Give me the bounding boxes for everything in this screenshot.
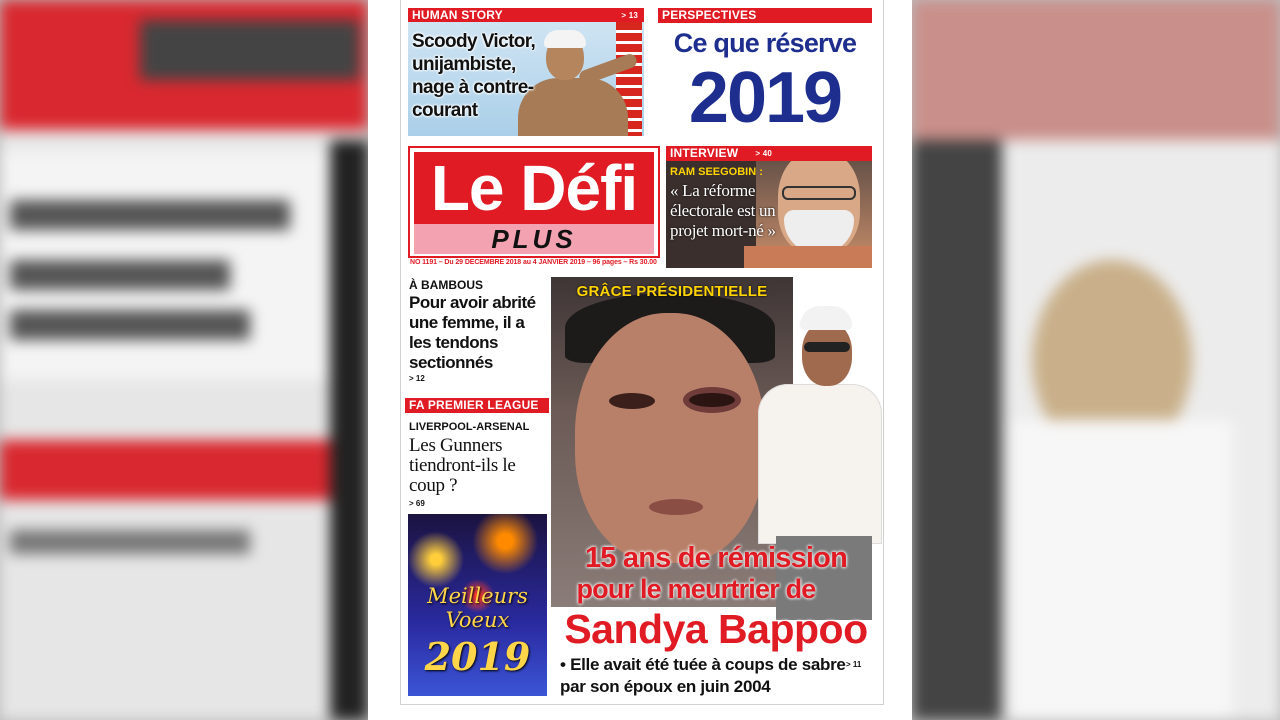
convict-face <box>802 322 852 386</box>
interview-quote[interactable]: « La réforme électorale est un projet mort-né » <box>670 181 776 240</box>
interviewee-glasses <box>782 186 856 200</box>
human-story-label-text: HUMAN STORY <box>412 8 503 22</box>
human-story-label <box>408 8 644 23</box>
blurred-backdrop-right <box>912 0 1280 720</box>
interviewee-shirt <box>744 246 872 268</box>
masthead <box>408 146 660 258</box>
premier-league-page-ref: > 69 <box>409 499 425 508</box>
new-year-wishes-text: Meilleurs Voeux <box>427 584 528 632</box>
human-story-headline[interactable]: Scoody Victor, unijambiste, nage à contre-courant <box>412 31 536 121</box>
main-story-kicker: GRÂCE PRÉSIDENTIELLE <box>576 283 768 300</box>
premier-league-kicker: LIVERPOOL-ARSENAL <box>409 421 530 433</box>
main-story-page-ref: > 11 <box>846 660 862 669</box>
victim-bruised-eye <box>689 393 735 407</box>
perspectives-label-text: PERSPECTIVES <box>662 8 757 22</box>
convict-cap <box>800 306 852 330</box>
bambous-kicker: À BAMBOUS <box>409 278 483 292</box>
main-headline-line-1[interactable]: 15 ans de rémission <box>584 542 848 574</box>
victim-left-eye <box>609 393 655 409</box>
interviewee-name: RAM SEEGOBIN : <box>670 166 763 178</box>
premier-league-label <box>405 398 549 413</box>
newspaper-front-page <box>368 0 912 720</box>
interview-label <box>666 146 872 161</box>
interview-label-text: INTERVIEW <box>670 146 739 160</box>
human-story-page-ref: > 13 <box>621 11 638 20</box>
convict-shirt <box>758 384 882 544</box>
victim-mouth <box>649 499 703 515</box>
new-year-wishes-panel <box>408 514 547 696</box>
main-headline-line-2[interactable]: pour le meurtrier de <box>576 574 816 604</box>
perspectives-year: 2019 <box>688 58 842 138</box>
bambous-headline[interactable]: Pour avoir abrité une femme, il a les tendons sectionnés <box>409 293 536 372</box>
main-headline-line-3[interactable]: Sandya Bappoo <box>564 606 868 652</box>
blurred-backdrop-left <box>0 0 368 720</box>
convict-sunglasses <box>804 342 850 352</box>
issue-line: NO 1191 – Du 29 DECEMBRE 2018 au 4 JANVIER 2019 – 96 pages – Rs 30.00 <box>410 259 657 266</box>
masthead-logo: Le Défi <box>430 152 638 224</box>
bambous-page-ref: > 12 <box>409 374 425 383</box>
perspectives-label <box>658 8 872 23</box>
interview-page-ref: > 40 <box>755 149 772 158</box>
main-story-subhead: • Elle avait été tuée à coups de sabre par son époux en juin 2004 <box>560 655 846 696</box>
masthead-subtitle: PLUS <box>491 224 577 254</box>
victim-face <box>575 313 765 563</box>
new-year-wishes-year: 2019 <box>424 634 531 679</box>
perspectives-headline[interactable]: Ce que réserve <box>673 28 857 58</box>
premier-league-headline[interactable]: Les Gunners tiendront-ils le coup ? <box>409 435 516 496</box>
premier-league-label-text: FA PREMIER LEAGUE <box>409 398 539 412</box>
